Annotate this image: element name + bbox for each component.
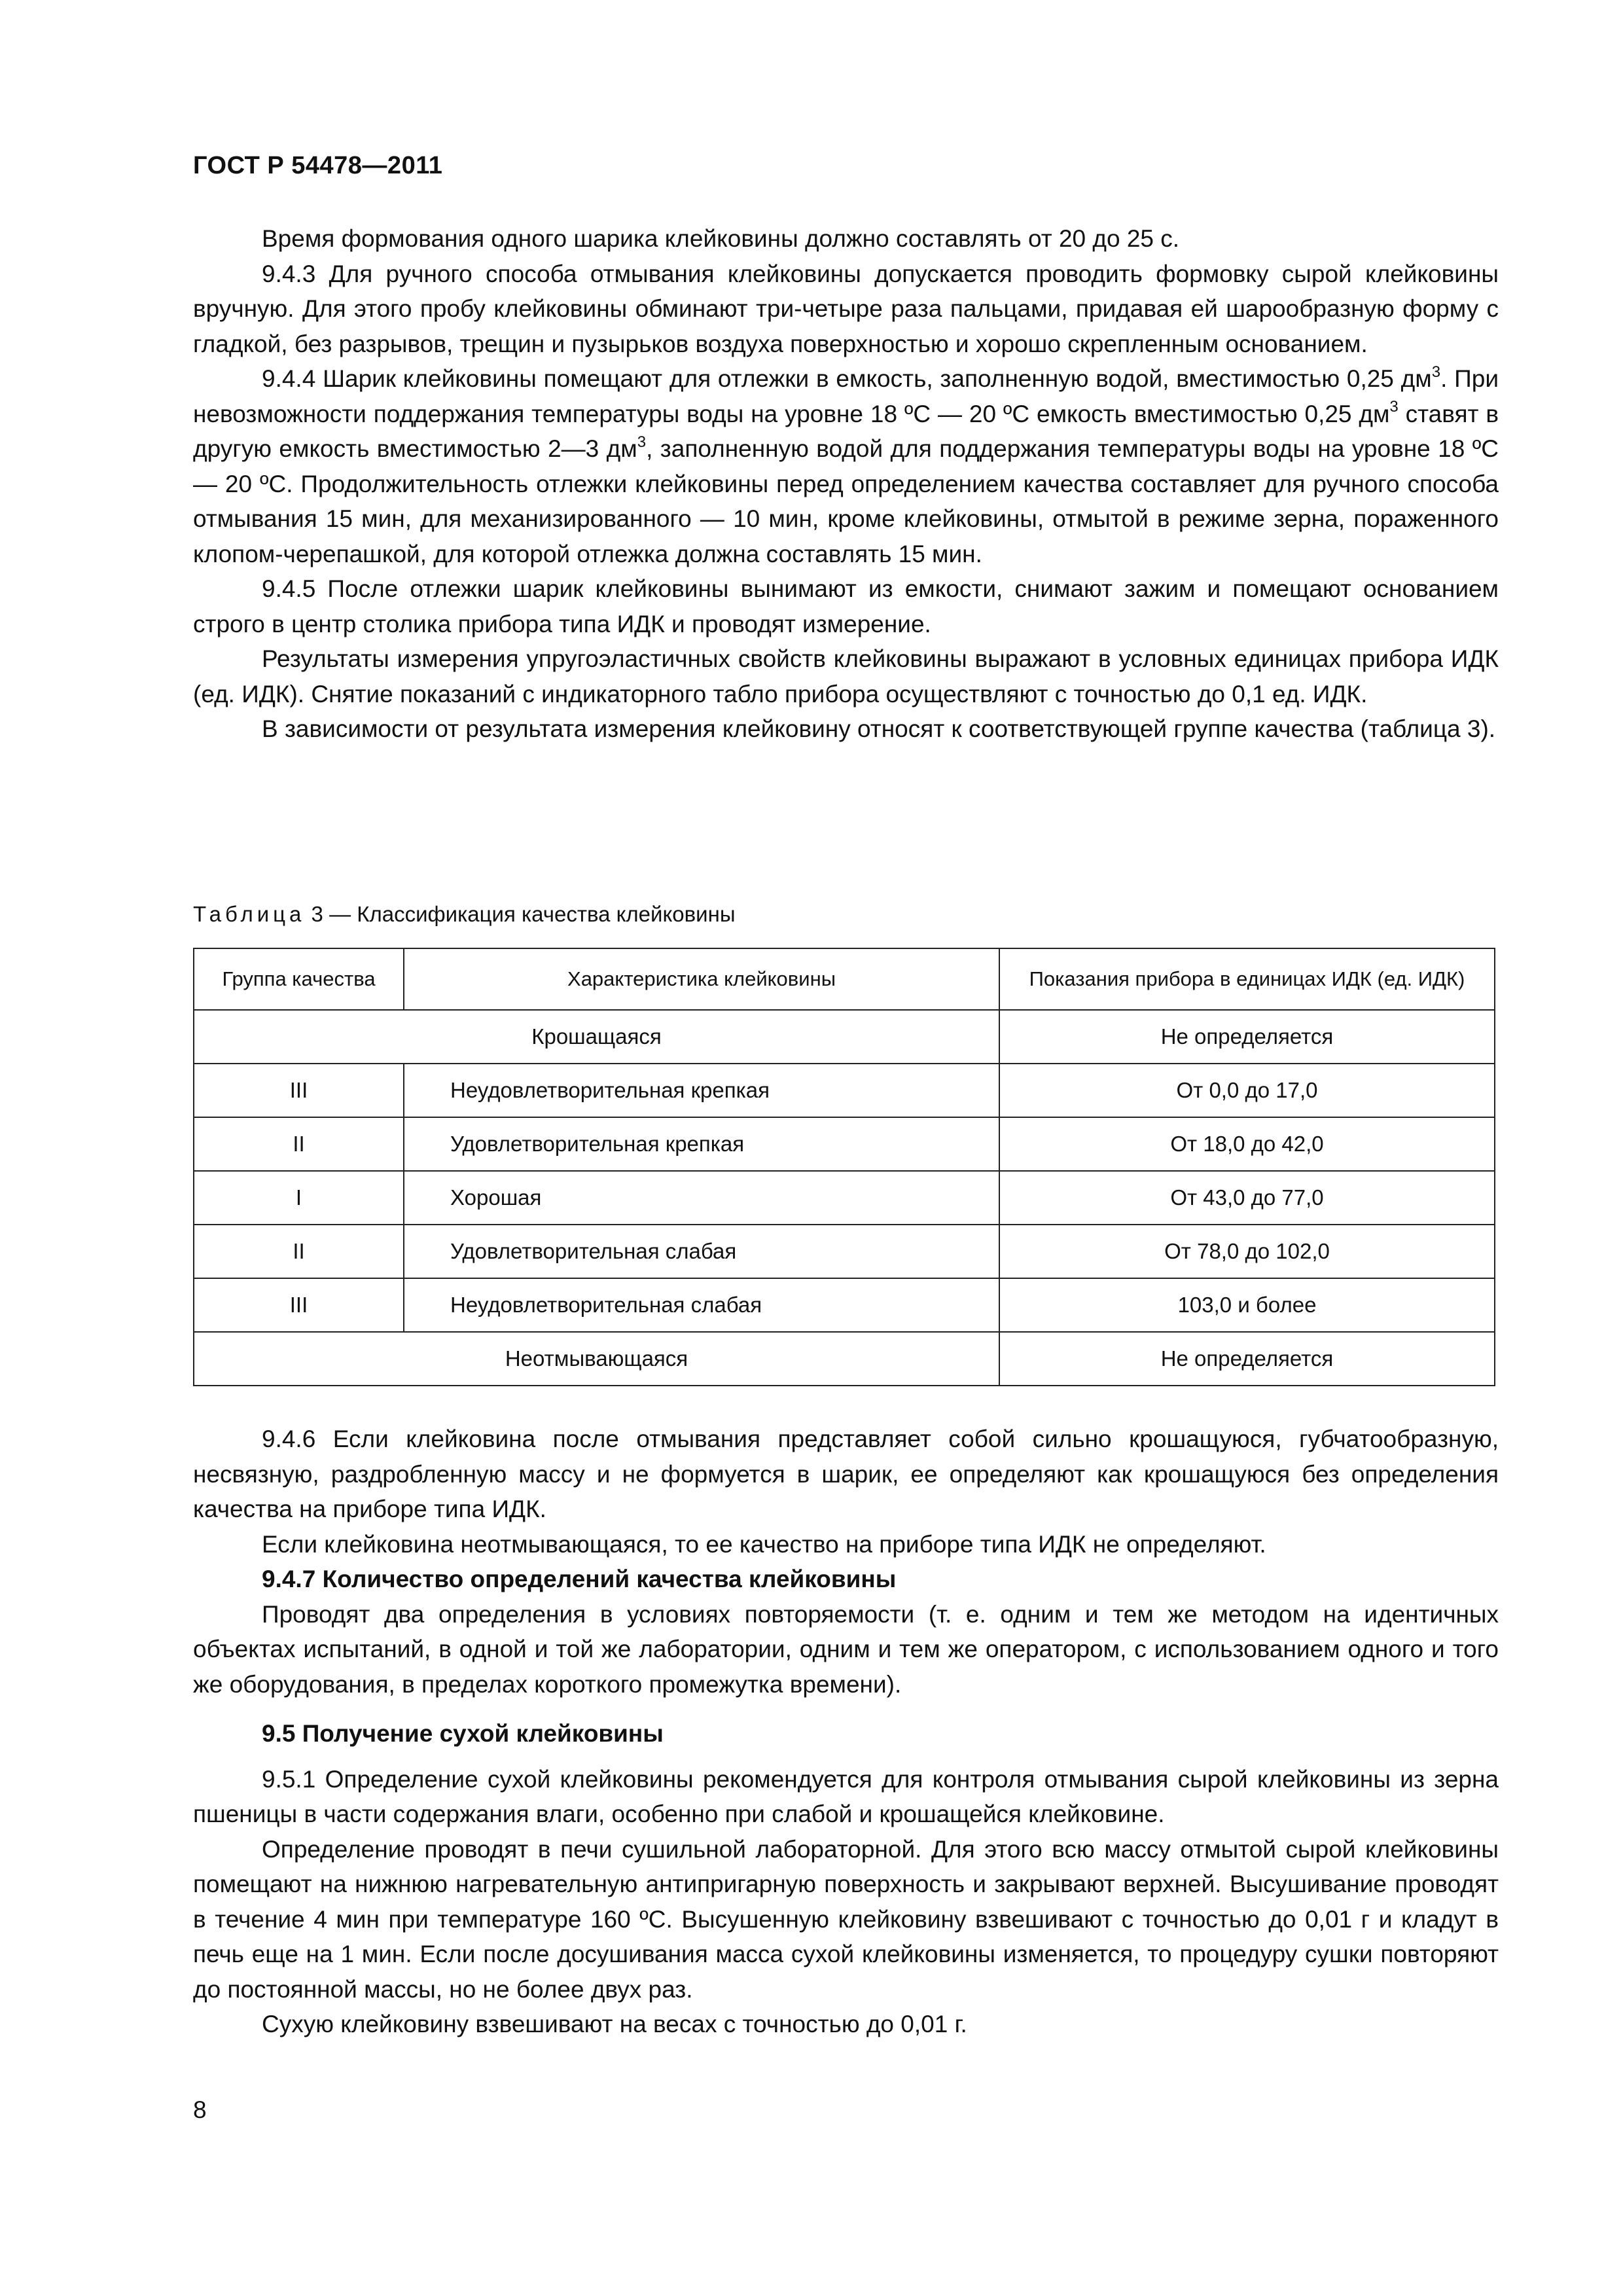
- table-cell-group: II: [194, 1225, 404, 1278]
- table-caption-title: 3 — Классификация качества клейковины: [305, 902, 736, 926]
- paragraph: Проводят два определения в условиях повторяемости (т. е. одним и тем же методом на идентичных объектах испытаний, в одной и той же лаборатории, одним и тем же оператором, с использованием одного и того же оборудования, в пределах короткого промежутка времени).: [193, 1600, 1499, 1698]
- paragraph: Время формования одного шарика клейковины должно составлять от 20 до 25 с.: [262, 225, 1180, 252]
- paragraph-9-4-6: 9.4.6 Если клейковина после отмывания представляет собой сильно крошащуюся, губчатообразную, несвязную, раздробленную массу и не формуется в шарик, ее определяют как крошащуюся без определения качества на приборе типа ИДК.: [193, 1426, 1499, 1522]
- paragraph-9-4-4: [193, 361, 1499, 571]
- table-row: [194, 1225, 1495, 1278]
- table-cell-merged: Неотмывающаяся: [194, 1332, 999, 1386]
- table-cell-characteristic: Удовлетворительная слабая: [404, 1225, 999, 1278]
- table-cell-value: От 78,0 до 102,0: [999, 1225, 1495, 1278]
- text-block-lower: [193, 1422, 1499, 2042]
- column-header-group: Группа качества: [194, 948, 404, 1010]
- table-cell-value: Не определяется: [999, 1010, 1495, 1064]
- column-header-characteristic: Характеристика клейковины: [404, 948, 999, 1010]
- gluten-quality-table: [193, 948, 1495, 1386]
- paragraph: Сухую клейковину взвешивают на весах с точностью до 0,01 г.: [262, 2011, 967, 2037]
- table-header-row: [194, 948, 1495, 1010]
- table-cell-group: I: [194, 1171, 404, 1225]
- table-cell-value: От 43,0 до 77,0: [999, 1171, 1495, 1225]
- table-caption: [193, 902, 736, 927]
- paragraph-9-4-3: 9.4.3 Для ручного способа отмывания клейковины допускается проводить формовку сырой клейковины вручную. Для этого пробу клейковины обминают три-четыре раза пальцами, придавая ей шарообразную форму с гладкой, без разрывов, трещин и пузырьков воздуха поверхностью и хорошо скрепленным основанием.: [193, 260, 1499, 357]
- table-caption-label: Таблица: [193, 902, 306, 926]
- table-cell-value: Не определяется: [999, 1332, 1495, 1386]
- table-row: [194, 1064, 1495, 1117]
- table-row: [194, 1117, 1495, 1171]
- table-row: [194, 1278, 1495, 1332]
- table-row: [194, 1171, 1495, 1225]
- subsection-heading-9-4-7: 9.4.7 Количество определений качества клейковины: [262, 1566, 897, 1592]
- table-cell-characteristic: Удовлетворительная крепкая: [404, 1117, 999, 1171]
- paragraph-9-4-5: 9.4.5 После отлежки шарик клейковины вынимают из емкости, снимают зажим и помещают основанием строго в центр столика прибора типа ИДК и проводят измерение.: [193, 575, 1499, 637]
- superscript: 3: [1389, 398, 1399, 416]
- text-run: ставят в другую емкость вместимостью 2—3 дм: [193, 400, 1499, 462]
- table-cell-merged: Крошащаяся: [194, 1010, 999, 1064]
- text-run: . При невозможности поддержания температуры воды на уровне 18 ºС — 20 ºС емкость вместимостью 0,25 дм: [193, 365, 1499, 427]
- table-cell-group: II: [194, 1117, 404, 1171]
- table-cell-value: 103,0 и более: [999, 1278, 1495, 1332]
- table-cell-value: От 0,0 до 17,0: [999, 1064, 1495, 1117]
- superscript: 3: [1431, 363, 1441, 381]
- section-heading-9-5: 9.5 Получение сухой клейковины: [262, 1720, 664, 1747]
- table-cell-characteristic: Хорошая: [404, 1171, 999, 1225]
- text-run: 9.4.4 Шарик клейковины помещают для отлежки в емкость, заполненную водой, вместимостью 0,25 дм: [262, 365, 1432, 392]
- table-cell-characteristic: Неудовлетворительная слабая: [404, 1278, 999, 1332]
- document-code-header: ГОСТ Р 54478—2011: [193, 152, 443, 179]
- text-block-upper: [193, 221, 1499, 747]
- page-number: 8: [193, 2096, 207, 2123]
- table-row: [194, 1010, 1495, 1064]
- paragraph: Результаты измерения упругоэластичных свойств клейковины выражают в условных единицах прибора ИДК (ед. ИДК). Снятие показаний с индикаторного табло прибора осуществляют с точностью до 0,1 ед. ИДК.: [193, 645, 1499, 708]
- table-cell-characteristic: Неудовлетворительная крепкая: [404, 1064, 999, 1117]
- table-cell-group: III: [194, 1278, 404, 1332]
- paragraph: В зависимости от результата измерения клейковину относят к соответствующей группе качества (таблица 3).: [262, 715, 1496, 742]
- table-cell-value: От 18,0 до 42,0: [999, 1117, 1495, 1171]
- paragraph-9-5-1: 9.5.1 Определение сухой клейковины рекомендуется для контроля отмывания сырой клейковины из зерна пшеницы в части содержания влаги, особенно при слабой и крошащейся клейковине.: [193, 1765, 1499, 1827]
- table-row: [194, 1332, 1495, 1386]
- paragraph: Определение проводят в печи сушильной лабораторной. Для этого всю массу отмытой сырой клейковины помещают на нижнюю нагревательную антипригарную поверхность и закрывают верхней. Высушивание проводят в течение 4 мин при температуре 160 ºС. Высушенную клейковину взвешивают с точностью до 0,01 г и кладут в печь еще на 1 мин. Если после досушивания масса сухой клейковины изменяется, то процедуру сушки повторяют до постоянной массы, но не более двух раз.: [193, 1835, 1499, 2003]
- superscript: 3: [637, 433, 647, 451]
- column-header-reading: Показания прибора в единицах ИДК (ед. ИДК): [999, 948, 1495, 1010]
- paragraph: Если клейковина неотмывающаяся, то ее качество на приборе типа ИДК не определяют.: [262, 1530, 1266, 1558]
- table-cell-group: III: [194, 1064, 404, 1117]
- text-run: , заполненную водой для поддержания температуры воды на уровне 18 ºС — 20 ºС. Продолжительность отлежки клейковины перед определением качества составляет для ручного способа отмывания 15 мин, для механизированного — 10 мин, кроме клейковины, отмытой в режиме зерна, пораженного клопом-черепашкой, для которой отлежка должна составлять 15 мин.: [193, 435, 1499, 567]
